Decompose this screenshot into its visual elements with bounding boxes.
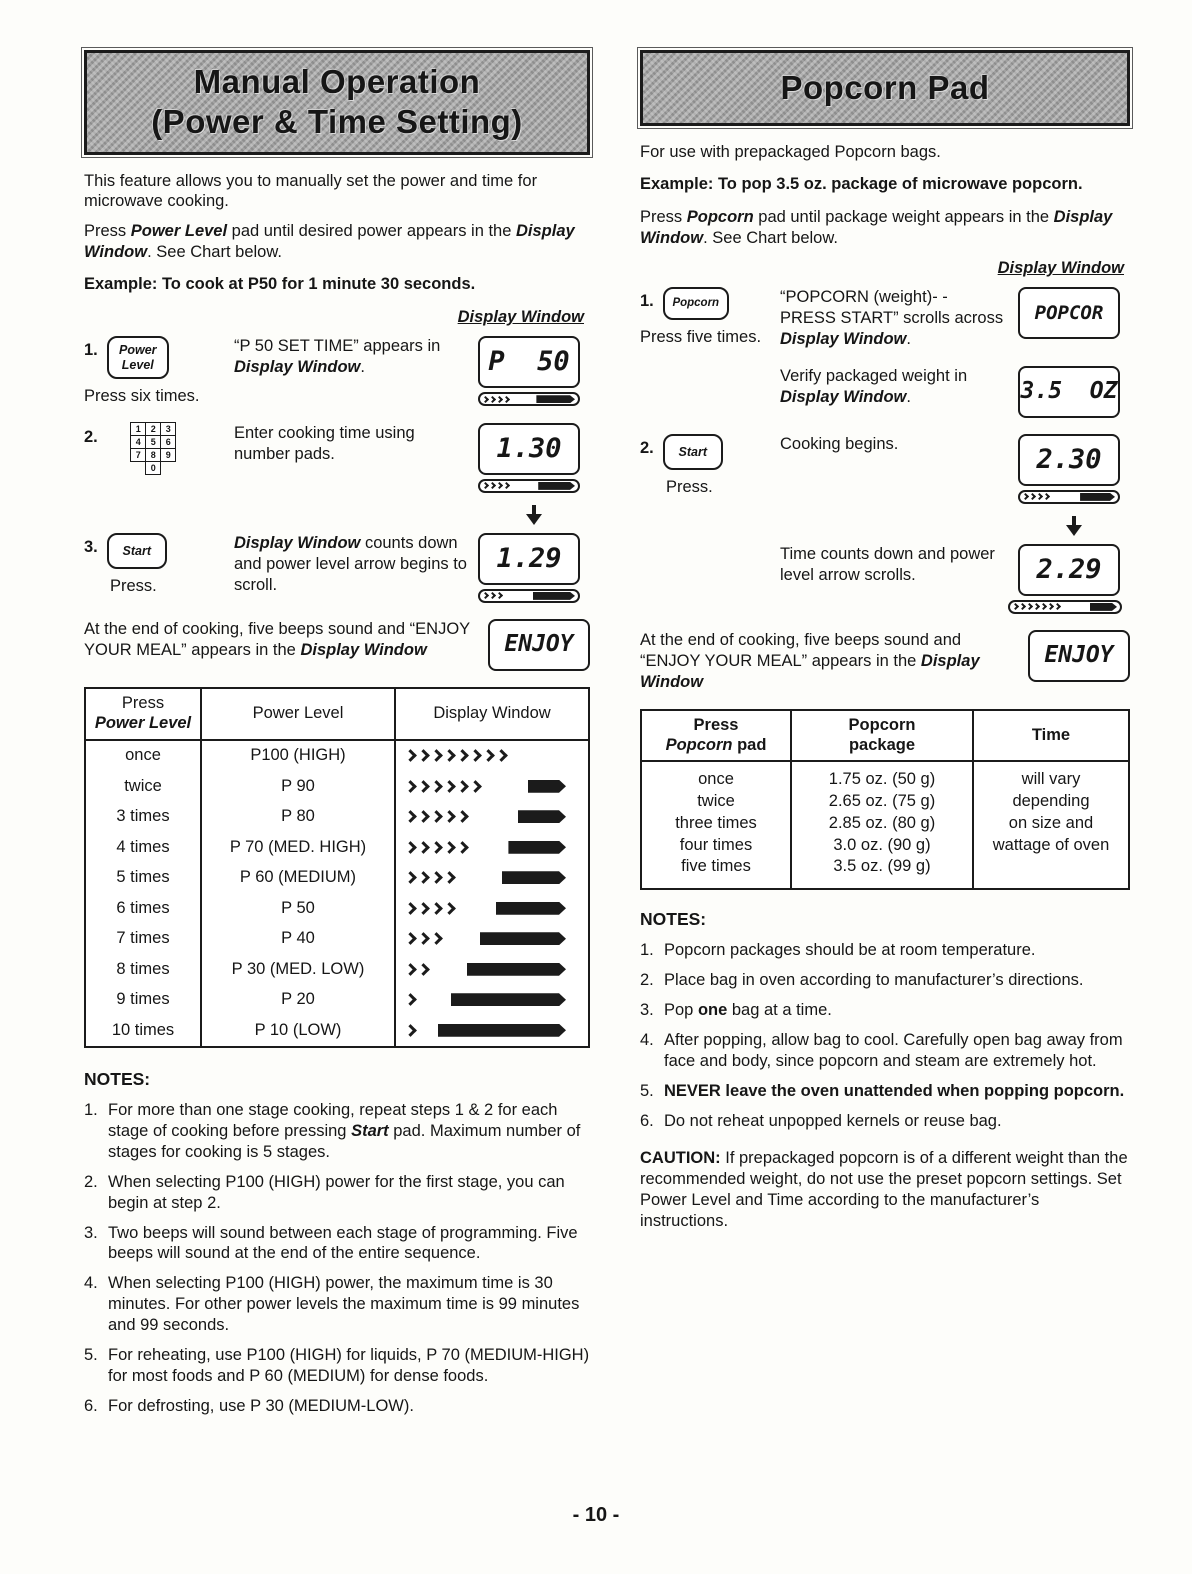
power-arrow-bar <box>406 932 566 945</box>
chevron-icon <box>404 871 417 884</box>
chevron-icon <box>404 932 417 945</box>
header-line: package <box>848 735 916 754</box>
chevron-icon <box>417 871 430 884</box>
chevron-icon <box>456 749 469 762</box>
popcorn-package-table <box>640 709 1130 890</box>
section-title-popcorn-pad <box>640 50 1130 126</box>
caution-paragraph: CAUTION: If prepackaged popcorn is of a different weight than the recommended weight, do not use the preset popcorn settings. Set Power Level and Time according to the manufacturer’s instructions. <box>640 1149 1128 1230</box>
press-label: Press. <box>666 478 713 497</box>
note-text: NEVER leave the oven unattended when popping popcorn. <box>664 1082 1125 1101</box>
chevron-icon <box>404 810 417 823</box>
step-display-column <box>478 533 590 603</box>
bar-fill <box>533 592 575 600</box>
note-text: Popcorn packages should be at room temperature. <box>664 941 1036 960</box>
step-description: Verify packaged weight in Display Window. <box>780 366 968 406</box>
end-of-cooking-text: At the end of cooking, five beeps sound and “ENJOY YOUR MEAL” appears in the Display Window <box>84 619 470 659</box>
step-number: 1. <box>640 292 654 311</box>
chevron-icon <box>495 749 508 762</box>
chevron-icon <box>404 993 417 1006</box>
chevron-icon <box>456 780 469 793</box>
table-header-power-level: Power Level <box>202 689 396 741</box>
spacer <box>640 544 780 614</box>
display-text: POPCOR <box>1034 301 1104 324</box>
table-column-package <box>792 762 974 888</box>
table-cell-line: 1.75 oz. (50 g) <box>828 770 936 789</box>
chevron-icon <box>404 1024 417 1037</box>
table-cell <box>396 832 588 863</box>
note-text: For reheating, use P100 (HIGH) for liquids, P 70 (MEDIUM-HIGH) for most foods and P 60 (MEDIUM) for dense foods. <box>108 1346 590 1386</box>
note-number: 1. <box>640 941 654 960</box>
power-arrow-bar <box>406 871 566 884</box>
instruction-paragraph: Press Popcorn pad until package weight appears in the Display Window. See Chart below. <box>640 208 1113 248</box>
chevron-icon <box>1033 603 1040 610</box>
table-cell <box>396 741 588 772</box>
table-cell-line: 3.5 oz. (99 g) <box>833 857 931 876</box>
chevron-icon <box>496 592 503 599</box>
step-description: “P 50 SET TIME” appears in Display Window. <box>234 337 441 377</box>
display-2-29 <box>1018 544 1120 596</box>
end-of-cooking-row <box>84 619 590 671</box>
display-1-29 <box>478 533 580 585</box>
note-text: Do not reheat unpopped kernels or reuse bag. <box>664 1112 1002 1131</box>
display-enjoy <box>488 619 590 671</box>
table-header-time: Time <box>974 711 1128 763</box>
chevron-icon <box>469 749 482 762</box>
start-button <box>663 434 723 470</box>
display-weight <box>1018 366 1120 418</box>
bar-fill <box>438 1024 566 1037</box>
step-2 <box>84 423 590 493</box>
step-description: Display Window counts down and power level arrow begins to scroll. <box>234 533 467 594</box>
chevron-icon <box>1026 603 1033 610</box>
chevron-icon <box>443 749 456 762</box>
bar-fill <box>518 810 566 823</box>
notes-list <box>640 940 1130 1132</box>
section-title-line: (Power & Time Setting) <box>151 103 523 141</box>
chevron-icon <box>417 810 430 823</box>
table-header-popcorn-package <box>792 711 974 763</box>
button-label: Power Level <box>119 343 157 372</box>
table-cell-line: 2.85 oz. (80 g) <box>828 813 936 832</box>
step-display-column <box>1018 434 1130 504</box>
chevron-icon <box>443 902 456 915</box>
chevron-icon <box>404 780 417 793</box>
power-arrow-bar <box>478 392 580 406</box>
chevron-icon <box>469 780 482 793</box>
step-3 <box>84 533 590 603</box>
power-arrow-bar <box>478 479 580 493</box>
chevron-icon <box>404 841 417 854</box>
two-column-layout <box>84 50 1134 1426</box>
note-number: 3. <box>84 1223 98 1242</box>
page-number: - 10 - <box>572 1503 620 1526</box>
spacer <box>640 366 780 418</box>
chevron-icon <box>1022 493 1029 500</box>
table-cell-line: depending <box>1012 792 1090 811</box>
header-line: Popcorn pad <box>665 735 767 754</box>
note-text: When selecting P100 (HIGH) power for the first stage, you can begin at step 2. <box>108 1172 565 1212</box>
table-header-press-popcorn-pad <box>642 711 792 763</box>
chevron-icon <box>1012 603 1019 610</box>
table-cell: P 70 (MED. HIGH) <box>202 832 396 863</box>
bar-fill <box>480 932 566 945</box>
chevron-icon <box>417 902 430 915</box>
display-text: ENJOY <box>504 631 574 658</box>
table-cell <box>396 1015 588 1046</box>
popcorn-button <box>663 287 729 320</box>
table-cell: P 20 <box>202 985 396 1016</box>
start-button <box>107 533 167 569</box>
table-cell <box>396 802 588 833</box>
button-label: Start <box>122 543 151 558</box>
chevron-icon <box>503 482 510 489</box>
display-text: 1.30 <box>496 432 562 464</box>
note-item <box>640 970 1130 991</box>
display-window-label: Display Window <box>457 308 584 327</box>
keypad-key: 6 <box>160 435 176 449</box>
keypad-key: 5 <box>145 435 161 449</box>
step-1 <box>84 336 590 407</box>
step-number: 1. <box>84 341 98 360</box>
table-column-press <box>642 762 792 888</box>
step-2-control <box>640 434 780 504</box>
bar-fill <box>528 780 566 793</box>
table-cell-line: 3.0 oz. (90 g) <box>833 835 931 854</box>
press-label: Press. <box>110 577 157 596</box>
power-arrow-bar <box>406 841 566 854</box>
bar-fill <box>1090 603 1117 611</box>
step-description: Cooking begins. <box>780 434 899 453</box>
table-cell-line: five times <box>681 857 751 876</box>
down-arrow-icon <box>526 505 542 525</box>
table-cell: 10 times <box>86 1015 202 1046</box>
display-text: ENJOY <box>1044 642 1114 669</box>
note-number: 6. <box>84 1397 98 1416</box>
keypad-key: 4 <box>130 435 146 449</box>
number-pad-icon <box>131 423 176 475</box>
chevron-icon <box>482 749 495 762</box>
note-text: For more than one stage cooking, repeat steps 1 & 2 for each stage of cooking before pressing Start pad. Maximum number of stages for cooking is 5 stages. <box>108 1100 581 1161</box>
bar-fill <box>451 993 566 1006</box>
note-item <box>84 1396 590 1417</box>
down-arrow-icon <box>1066 516 1082 536</box>
keypad-key: 7 <box>130 448 146 462</box>
chevron-icon <box>456 841 469 854</box>
intro-paragraph: This feature allows you to manually set the power and time for microwave cooking. <box>84 171 538 211</box>
press-count-label: Press six times. <box>84 386 200 405</box>
table-cell <box>396 954 588 985</box>
table-header-display-window: Display Window <box>396 689 588 741</box>
chevron-icon <box>417 932 430 945</box>
table-header-press-power-level <box>86 689 202 741</box>
step-description: “POPCORN (weight)- - PRESS START” scrolls across Display Window. <box>780 288 1004 348</box>
chevron-icon <box>1029 493 1036 500</box>
bar-fill <box>536 395 575 403</box>
intro-paragraph: For use with prepackaged Popcorn bags. <box>640 143 941 162</box>
display-enjoy <box>1028 630 1130 682</box>
display-2-30 <box>1018 434 1120 486</box>
note-number: 2. <box>84 1172 98 1191</box>
press-count-label: Press five times. <box>640 328 762 347</box>
table-cell: P 40 <box>202 924 396 955</box>
chevron-icon <box>417 963 430 976</box>
chevron-icon <box>1019 603 1026 610</box>
chevron-icon <box>404 963 417 976</box>
chevron-icon <box>1040 603 1047 610</box>
step-1-control <box>640 287 780 350</box>
step-description: Time counts down and power level arrow scrolls. <box>780 544 995 584</box>
table-cell-line: will vary <box>1021 770 1081 789</box>
table-cell-line: 2.65 oz. (75 g) <box>828 792 936 811</box>
chevron-icon <box>430 932 443 945</box>
section-title-line: Popcorn Pad <box>780 69 990 106</box>
section-title-line: Manual Operation <box>193 63 481 100</box>
table-cell <box>396 924 588 955</box>
table-cell: P 80 <box>202 802 396 833</box>
display-text: P 50 <box>488 346 570 378</box>
sequence-arrow-row <box>640 516 1130 536</box>
header-line: Press <box>693 715 739 734</box>
step-display-column <box>478 336 590 407</box>
chevron-icon <box>417 749 430 762</box>
popcorn-step-2 <box>640 434 1130 504</box>
table-cell <box>396 985 588 1016</box>
chevron-icon <box>430 749 443 762</box>
note-number: 4. <box>640 1031 654 1050</box>
note-number: 3. <box>640 1001 654 1020</box>
chevron-icon <box>430 871 443 884</box>
display-window-label: Display Window <box>997 259 1124 278</box>
chevron-icon <box>1036 493 1043 500</box>
step-2-control <box>84 423 234 493</box>
table-cell: 8 times <box>86 954 202 985</box>
bar-fill <box>496 902 566 915</box>
end-of-cooking-text: At the end of cooking, five beeps sound and “ENJOY YOUR MEAL” appears in the Display Window <box>640 630 980 691</box>
example-line: Example: To pop 3.5 oz. package of microwave popcorn. <box>640 175 1083 194</box>
chevron-icon <box>404 902 417 915</box>
display-text: 1.29 <box>496 542 562 574</box>
keypad-key: 0 <box>145 461 161 475</box>
bar-fill <box>1080 493 1115 501</box>
step-1-control <box>84 336 234 407</box>
step-number: 2. <box>84 427 98 446</box>
keypad-key: 8 <box>145 448 161 462</box>
chevron-icon <box>1047 603 1054 610</box>
button-label: Popcorn <box>672 297 720 310</box>
countdown-row <box>640 544 1130 614</box>
note-item <box>640 1081 1130 1102</box>
bar-fill <box>467 963 566 976</box>
table-cell: P100 (HIGH) <box>202 741 396 772</box>
note-item <box>84 1172 590 1214</box>
note-number: 1. <box>84 1100 98 1119</box>
note-text: Pop one bag at a time. <box>664 1001 832 1020</box>
display-popcor <box>1018 287 1120 339</box>
chevron-icon <box>1054 603 1061 610</box>
note-item <box>84 1273 590 1336</box>
table-cell-line: on size and <box>1008 813 1094 832</box>
display-1-30 <box>478 423 580 475</box>
chevron-icon <box>456 810 469 823</box>
note-number: 4. <box>84 1274 98 1293</box>
keypad-key: 1 <box>130 422 146 436</box>
note-number: 2. <box>640 971 654 990</box>
chevron-icon <box>443 841 456 854</box>
note-text: Place bag in oven according to manufacturer’s directions. <box>664 971 1084 990</box>
example-line: Example: To cook at P50 for 1 minute 30 seconds. <box>84 275 476 294</box>
notes-heading: NOTES: <box>84 1068 151 1089</box>
chevron-icon <box>489 592 496 599</box>
chevron-icon <box>489 482 496 489</box>
chevron-icon <box>430 841 443 854</box>
step-display-column <box>1018 366 1130 418</box>
note-text: When selecting P100 (HIGH) power, the maximum time is 30 minutes. For other power levels the maximum time is 99 minutes and 99 seconds. <box>108 1274 580 1335</box>
note-item <box>640 940 1130 961</box>
note-item <box>640 1111 1130 1132</box>
chevron-icon <box>1043 493 1050 500</box>
table-cell: P 10 (LOW) <box>202 1015 396 1046</box>
bar-fill <box>508 841 566 854</box>
table-cell-line: twice <box>697 792 735 811</box>
chevron-icon <box>443 780 456 793</box>
table-cell-line: three times <box>675 813 757 832</box>
chevron-icon <box>503 396 510 403</box>
chevron-icon <box>443 871 456 884</box>
power-arrow-bar <box>406 1024 566 1037</box>
note-number: 6. <box>640 1112 654 1131</box>
table-cell-line: four times <box>679 835 753 854</box>
note-item <box>84 1100 590 1163</box>
keypad-key: 2 <box>145 422 161 436</box>
chevron-icon <box>417 780 430 793</box>
left-column <box>84 50 590 1426</box>
power-arrow-bar <box>406 963 566 976</box>
note-item <box>84 1223 590 1265</box>
note-number: 5. <box>84 1346 98 1365</box>
display-text: 2.29 <box>1036 553 1102 585</box>
instruction-paragraph: Press Power Level pad until desired power appears in the Display Window. See Chart below. <box>84 222 575 262</box>
end-of-cooking-row <box>640 630 1130 693</box>
step-number: 2. <box>640 438 654 457</box>
table-cell: 6 times <box>86 893 202 924</box>
power-arrow-bar <box>406 780 566 793</box>
table-cell: P 50 <box>202 893 396 924</box>
button-label: Start <box>678 444 707 459</box>
power-level-table <box>84 687 590 1048</box>
keypad-key: 3 <box>160 422 176 436</box>
step-display-column <box>1018 287 1130 350</box>
table-cell <box>396 863 588 894</box>
power-arrow-bar <box>1018 490 1120 504</box>
power-arrow-bar <box>406 902 566 915</box>
section-title-manual-operation <box>84 50 590 155</box>
step-3-control <box>84 533 234 603</box>
display-text: 3.5 OZ <box>1020 378 1118 405</box>
power-arrow-bar <box>478 589 580 603</box>
table-cell: 5 times <box>86 863 202 894</box>
table-cell: P 30 (MED. LOW) <box>202 954 396 985</box>
step-number: 3. <box>84 537 98 556</box>
table-cell <box>396 771 588 802</box>
verify-weight-row <box>640 366 1130 418</box>
table-cell <box>396 893 588 924</box>
note-item <box>640 1000 1130 1021</box>
power-arrow-bar <box>406 810 566 823</box>
step-display-column <box>1018 544 1130 614</box>
power-arrow-bar <box>1008 600 1122 614</box>
notes-list <box>84 1100 590 1417</box>
table-cell: once <box>86 741 202 772</box>
bar-fill <box>538 482 575 490</box>
table-cell: P 60 (MEDIUM) <box>202 863 396 894</box>
table-cell: 4 times <box>86 832 202 863</box>
header-line: Popcorn <box>848 715 916 734</box>
table-cell-line: once <box>698 770 734 789</box>
table-cell: 7 times <box>86 924 202 955</box>
power-level-button <box>107 336 169 379</box>
header-line: Press <box>121 693 165 712</box>
table-column-time <box>974 762 1128 888</box>
step-display-column <box>478 423 590 493</box>
chevron-icon <box>417 841 430 854</box>
right-column <box>640 50 1130 1426</box>
chevron-icon <box>430 810 443 823</box>
note-item <box>640 1030 1130 1072</box>
note-item <box>84 1345 590 1387</box>
table-cell-line: wattage of oven <box>992 835 1110 854</box>
header-line: Power Level <box>94 713 192 732</box>
table-cell: 9 times <box>86 985 202 1016</box>
note-text: For defrosting, use P 30 (MEDIUM-LOW). <box>108 1397 414 1416</box>
chevron-icon <box>482 592 489 599</box>
chevron-icon <box>482 482 489 489</box>
keypad-key: 9 <box>160 448 176 462</box>
note-text: After popping, allow bag to cool. Carefully open bag away from face and body, since popcorn and steam are extremely hot. <box>664 1031 1123 1071</box>
note-number: 5. <box>640 1082 654 1101</box>
chevron-icon <box>443 810 456 823</box>
chevron-icon <box>496 482 503 489</box>
display-text: 2.30 <box>1036 443 1102 475</box>
sequence-arrow-row <box>84 505 590 525</box>
popcorn-step-1 <box>640 287 1130 350</box>
chevron-icon <box>404 749 417 762</box>
table-cell: twice <box>86 771 202 802</box>
notes-heading: NOTES: <box>640 909 707 930</box>
note-text: Two beeps will sound between each stage of programming. Five beeps will sound at the end of the entire sequence. <box>108 1223 578 1263</box>
display-p50 <box>478 336 580 388</box>
step-description: Enter cooking time using number pads. <box>234 423 415 463</box>
chevron-icon <box>430 902 443 915</box>
power-arrow-bar <box>406 993 566 1006</box>
power-arrow-bar <box>406 751 566 760</box>
chevron-icon <box>430 780 443 793</box>
bar-fill <box>502 871 566 884</box>
table-cell: P 90 <box>202 771 396 802</box>
table-cell: 3 times <box>86 802 202 833</box>
